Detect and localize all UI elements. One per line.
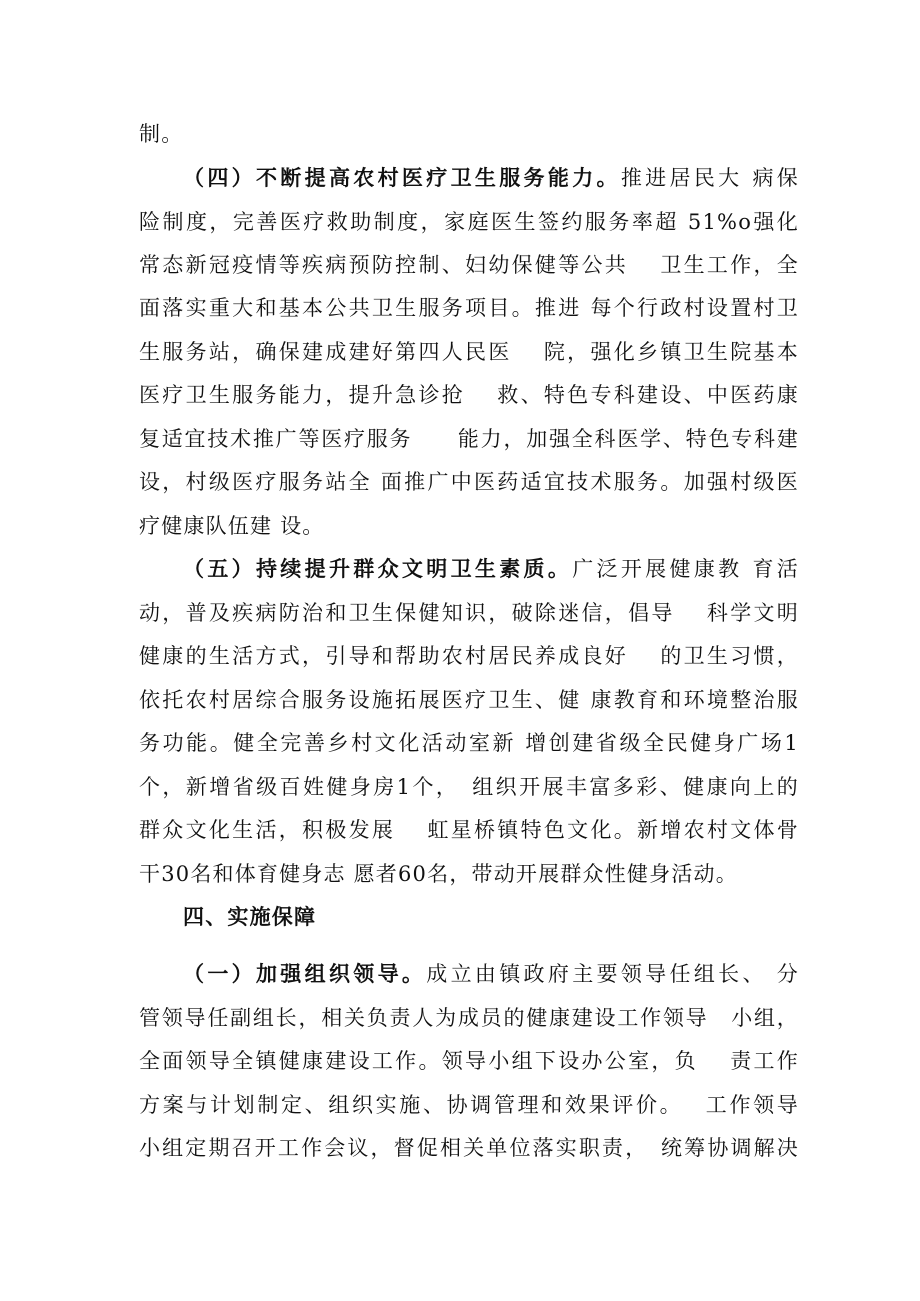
paragraph-line	[139, 206, 799, 238]
body-text: 生服务站，确保建成建好第四人民医 院，强化乡镇卫生院基本	[139, 340, 799, 364]
paragraph-line	[183, 901, 843, 933]
paragraph-line	[139, 336, 799, 368]
body-text: 干30名和体育健身志 愿者60名，带动开展群众性健身活动。	[139, 862, 738, 886]
body-text: 复适宜技术推广等医疗服务 能力，加强全科医学、特色专科建	[139, 427, 799, 451]
body-text: 险制度，完善医疗救助制度，家庭医生签约服务率超 51%o强化	[139, 210, 799, 234]
paragraph-line	[139, 1089, 799, 1121]
body-text: 医疗卫生服务能力，提升急诊抢 救、特色专科建设、中医药康	[139, 383, 799, 407]
paragraph-line	[139, 1045, 799, 1077]
body-text: 依托农村居综合服务设施拓展医疗卫生、健 康教育和环境整治服	[139, 688, 799, 712]
body-text: 设，村级医疗服务站全 面推广中医药适宜技术服务。加强村级医	[139, 470, 799, 494]
body-text: 广泛开展健康教 育活	[572, 557, 799, 581]
section-heading: （五）持续提升群众文明卫生素质。	[183, 556, 573, 581]
body-text: 常态新冠疫情等疾病预防控制、妇幼保健等公共 卫生工作，全	[139, 253, 799, 277]
paragraph-line	[139, 292, 799, 324]
section-heading: （四）不断提高农村医疗卫生服务能力。	[183, 165, 621, 190]
paragraph-line	[139, 858, 799, 890]
body-text: 推进居民大 病保	[620, 166, 799, 190]
body-text: 成立由镇政府主要领导任组长、 分	[426, 962, 799, 986]
section-heading: （一）加强组织领导。	[183, 961, 427, 986]
paragraph-line	[183, 553, 799, 585]
paragraph-line	[183, 162, 799, 194]
paragraph-line	[139, 249, 799, 281]
paragraph-line	[139, 597, 799, 629]
paragraph-line	[139, 1132, 799, 1164]
body-text: 个，新增省级百姓健身房1个， 组织开展丰富多彩、健康向上的	[139, 775, 799, 799]
paragraph-line	[139, 640, 799, 672]
body-text: 务功能。健全完善乡村文化活动室新 增创建省级全民健身广场1	[139, 731, 799, 755]
body-text: 群众文化生活，积极发展 虹星桥镇特色文化。新增农村文体骨	[139, 818, 799, 842]
body-text: 小组定期召开工作会议，督促相关单位落实职责， 统筹协调解决	[139, 1136, 799, 1160]
body-text: 动，普及疾病防治和卫生保健知识，破除迷信，倡导 科学文明	[139, 601, 799, 625]
body-text: 方案与计划制定、组织实施、协调管理和效果评价。 工作领导	[139, 1093, 799, 1117]
paragraph-line	[139, 684, 799, 716]
paragraph-line	[139, 423, 799, 455]
paragraph-line	[139, 814, 799, 846]
body-text: 全面领导全镇健康建设工作。领导小组下设办公室，负 责工作	[139, 1049, 799, 1073]
body-text: 健康的生活方式，引导和帮助农村居民养成良好 的卫生习惯，	[139, 644, 799, 668]
paragraph-line	[183, 958, 799, 990]
paragraph-line	[139, 379, 799, 411]
body-text: 管领导任副组长，相关负责人为成员的健康建设工作领导 小组，	[139, 1006, 799, 1030]
chapter-heading: 四、实施保障	[183, 904, 317, 929]
paragraph-line	[139, 118, 799, 150]
paragraph-line	[139, 727, 799, 759]
body-text: 制。	[139, 122, 184, 146]
paragraph-line	[139, 510, 799, 542]
paragraph-line	[139, 466, 799, 498]
paragraph-line	[139, 1002, 799, 1034]
paragraph-line	[139, 771, 799, 803]
body-text: 疗健康队伍建 设。	[139, 514, 325, 538]
body-text: 面落实重大和基本公共卫生服务项目。推进 每个行政村设置村卫	[139, 296, 799, 320]
